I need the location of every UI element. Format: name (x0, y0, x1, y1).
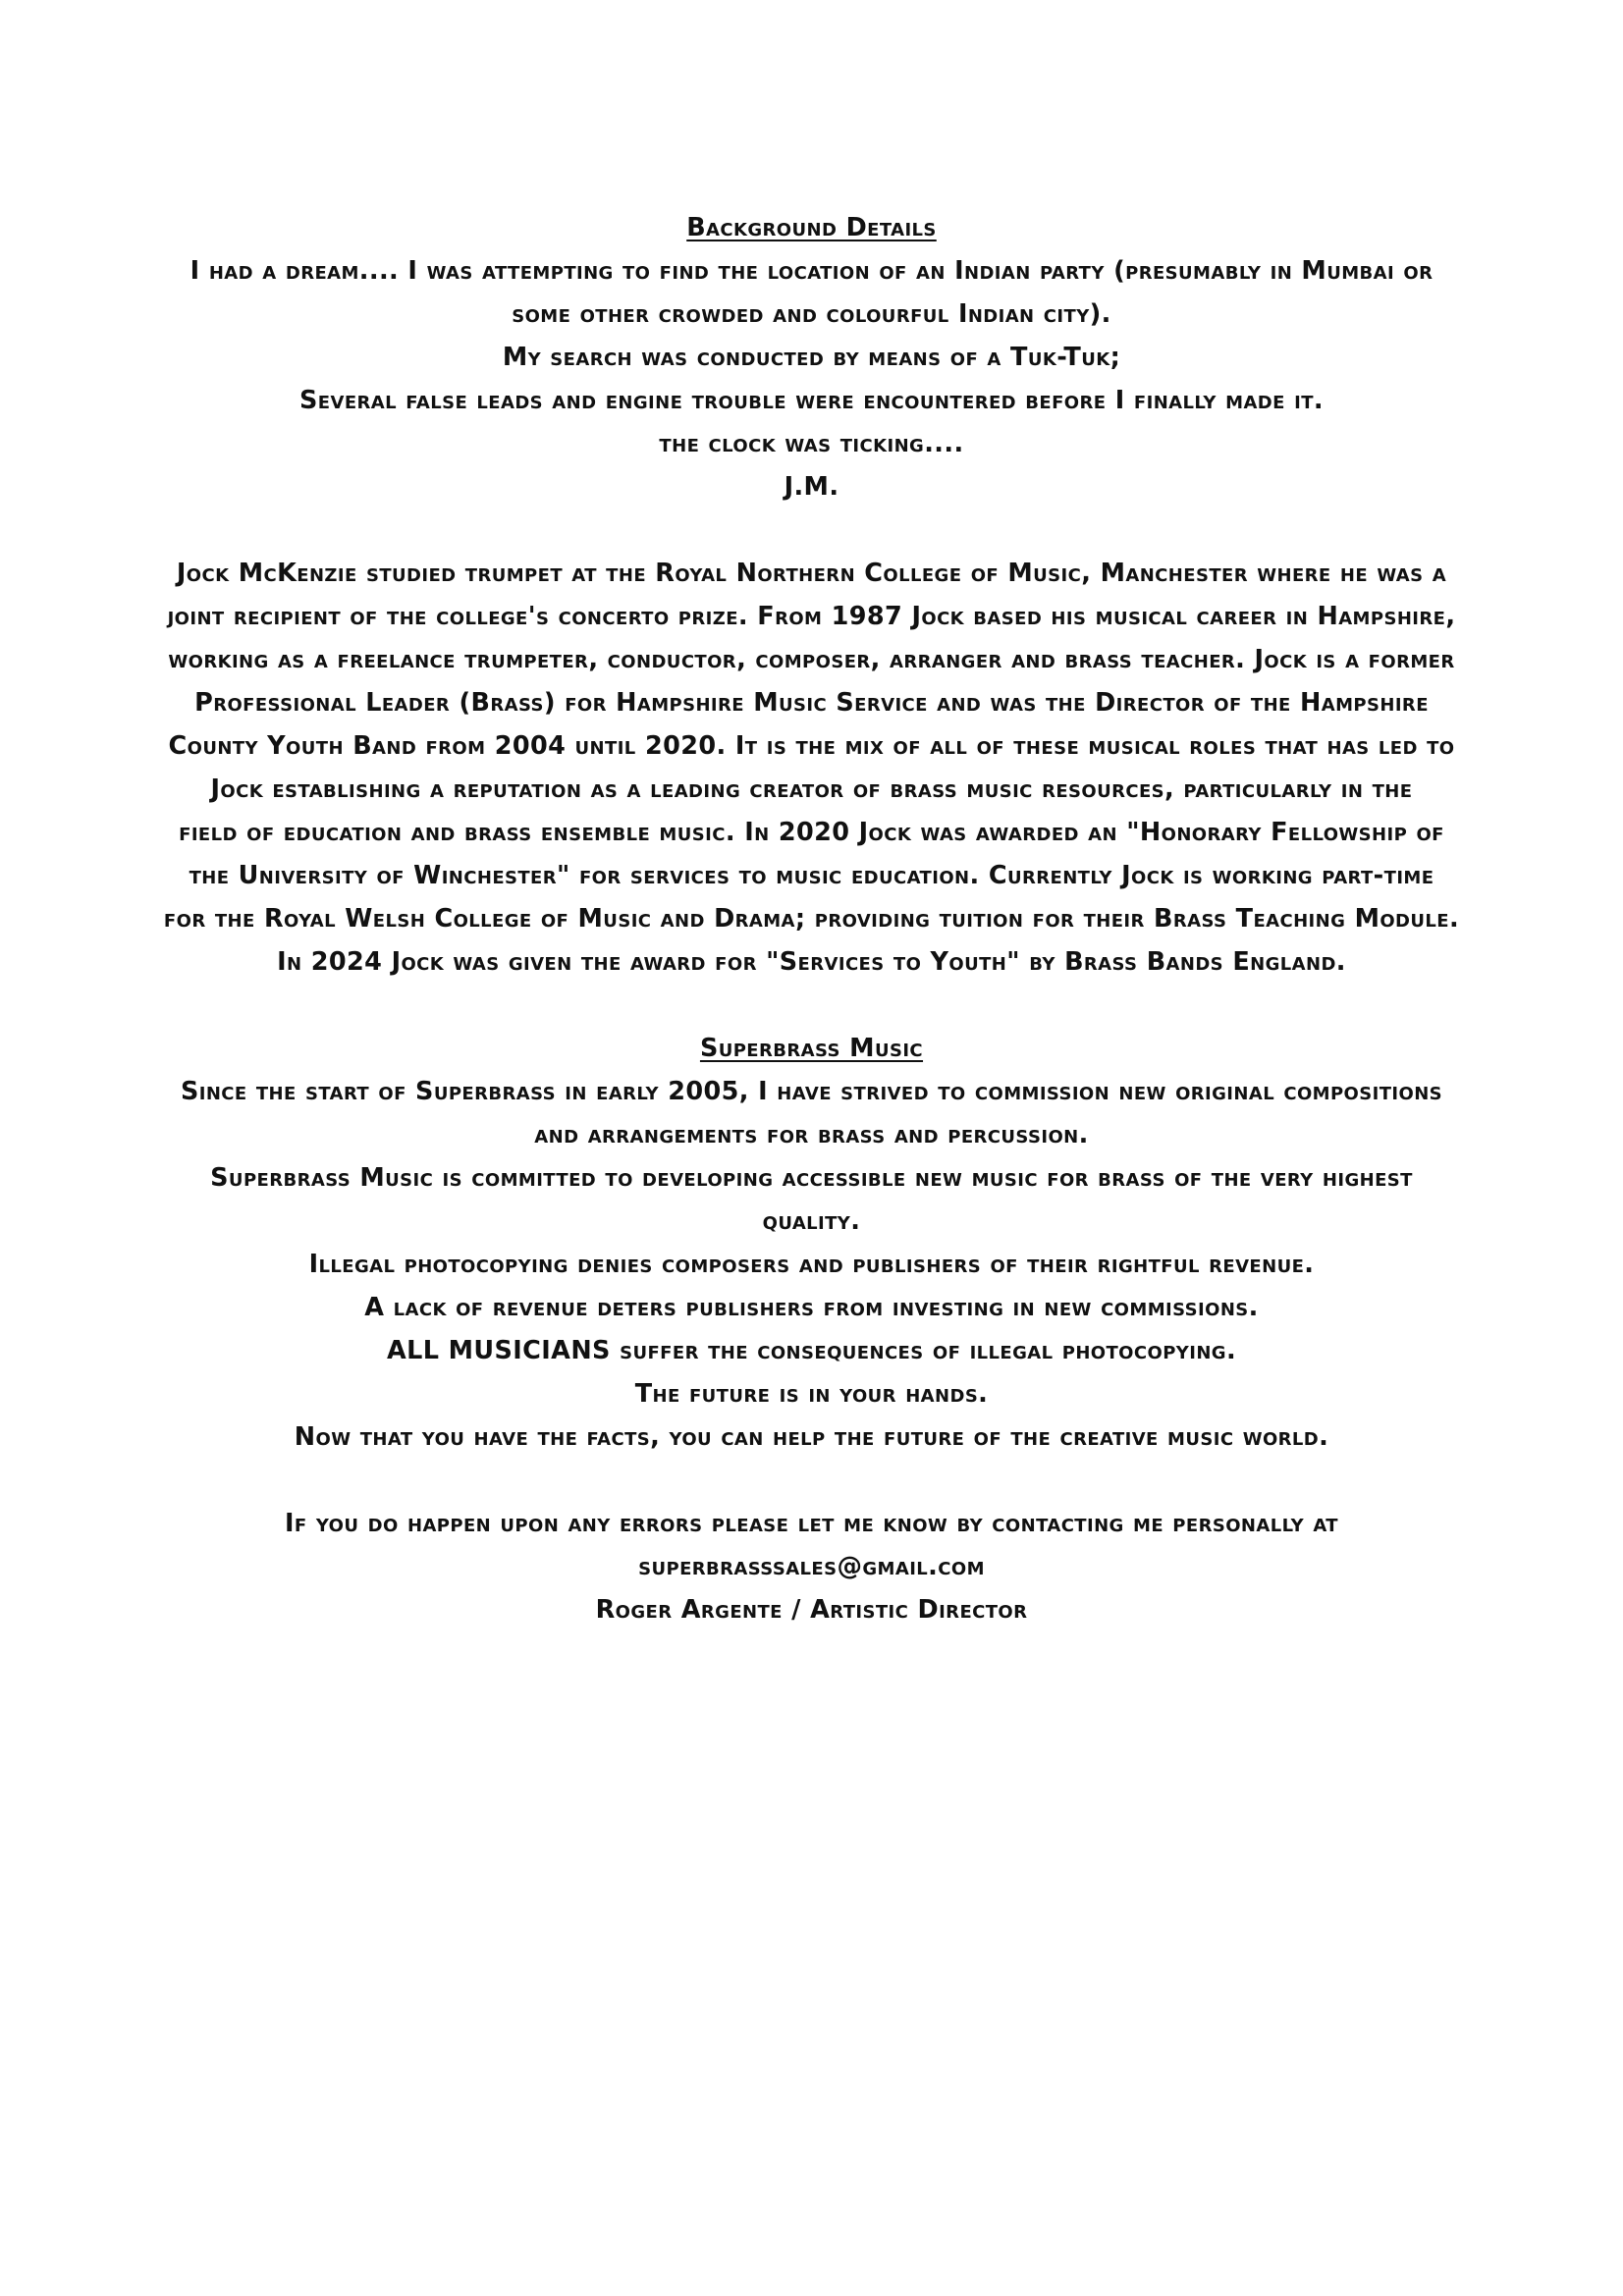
background-line: some other crowded and colourful Indian city). (512, 299, 1111, 329)
background-line: Several false leads and engine trouble were encountered before I finally made it. (299, 386, 1324, 415)
background-details-section (118, 206, 1505, 508)
document-page (118, 206, 1505, 1631)
biography-line: working as a freelance trumpeter, conductor, composer, arranger and brass teacher. Jock is a former (168, 645, 1455, 674)
biography-line: In 2024 Jock was given the award for "Services to Youth" by Brass Bands England. (277, 947, 1346, 977)
superbrass-musicians-line (118, 1329, 1505, 1372)
spacer (118, 508, 1505, 552)
biography-line: field of education and brass ensemble music. In 2020 Jock was awarded an "Honorary Fellowship of (179, 818, 1444, 847)
contact-email: superbrasssales@gmail.com (638, 1552, 985, 1581)
background-details-heading: Background Details (686, 213, 937, 242)
all-musicians-emphasis: ALL MUSICIANS (386, 1336, 611, 1365)
spacer (118, 984, 1505, 1027)
background-line: My search was conducted by means of a Tuk-Tuk; (502, 343, 1121, 372)
contact-section (118, 1502, 1505, 1631)
superbrass-line: Now that you have the facts, you can help the future of the creative music world. (294, 1422, 1329, 1452)
biography-line: joint recipient of the college's concerto prize. From 1987 Jock based his musical career in Hampshire, (167, 602, 1456, 631)
musicians-line-rest: suffer the consequences of illegal photocopying. (610, 1336, 1237, 1365)
superbrass-line: quality. (762, 1206, 861, 1236)
biography-section (118, 552, 1505, 984)
biography-line: for the Royal Welsh College of Music and Drama; providing tuition for their Brass Teaching Module. (163, 904, 1460, 934)
contact-signature: Roger Argente / Artistic Director (595, 1595, 1028, 1625)
background-line: the clock was ticking.... (659, 429, 964, 458)
superbrass-line: and arrangements for brass and percussion. (534, 1120, 1089, 1149)
biography-line: Professional Leader (Brass) for Hampshire Music Service and was the Director of the Hampshire (194, 688, 1429, 718)
spacer (118, 1459, 1505, 1502)
superbrass-line: A lack of revenue deters publishers from investing in new commissions. (364, 1293, 1259, 1322)
background-signature: J.M. (784, 472, 839, 502)
superbrass-line: Illegal photocopying denies composers and publishers of their rightful revenue. (308, 1250, 1315, 1279)
superbrass-music-heading: Superbrass Music (699, 1034, 924, 1063)
biography-line: County Youth Band from 2004 until 2020. It is the mix of all of these musical roles that has led to (168, 731, 1455, 761)
superbrass-line: The future is in your hands. (634, 1379, 989, 1409)
superbrass-music-section (118, 1027, 1505, 1459)
background-line: I had a dream.... I was attempting to find the location of an Indian party (presumably in Mumbai or (189, 256, 1434, 286)
biography-line: Jock McKenzie studied trumpet at the Royal Northern College of Music, Manchester where he was a (176, 559, 1447, 588)
contact-line: If you do happen upon any errors please let me know by contacting me personally at (285, 1509, 1338, 1538)
biography-line: Jock establishing a reputation as a leading creator of brass music resources, particularly in the (210, 774, 1413, 804)
superbrass-line: Since the start of Superbrass in early 2005, I have strived to commission new original compositions (180, 1077, 1443, 1106)
biography-line: the University of Winchester" for services to music education. Currently Jock is working part-time (189, 861, 1434, 890)
superbrass-line: Superbrass Music is committed to developing accessible new music for brass of the very highest (210, 1163, 1413, 1193)
